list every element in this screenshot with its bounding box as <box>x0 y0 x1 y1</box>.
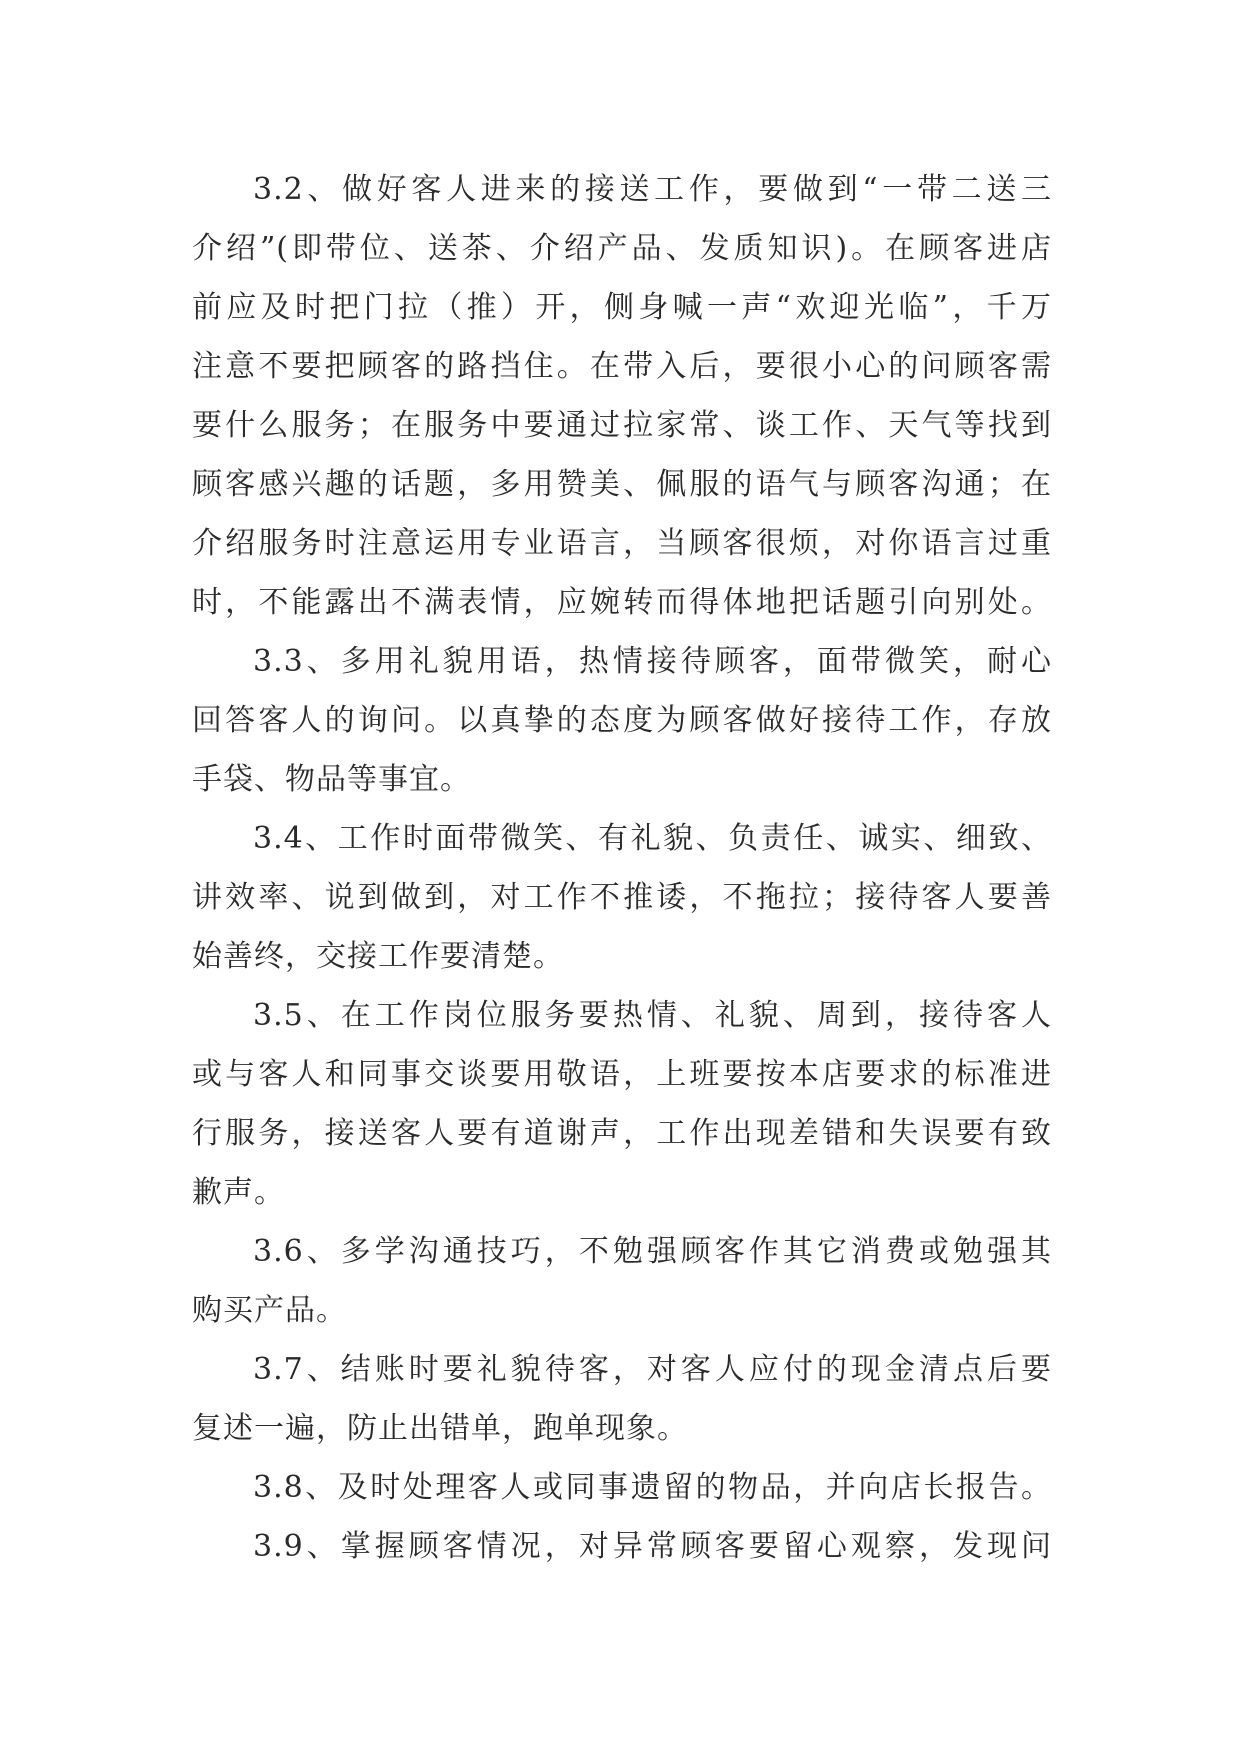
text-line: 前应及时把门拉（推）开，侧身喊一声“欢迎光临”，千万 <box>192 290 1052 325</box>
text-line: 介绍”(即带位、送茶、介绍产品、发质知识)。在顾客进店 <box>192 231 1052 266</box>
text-line: 歉声。 <box>192 1175 285 1210</box>
text-line: 或与客人和同事交谈要用敬语，上班要按本店要求的标准进 <box>192 1057 1052 1092</box>
text-line: 要什么服务；在服务中要通过拉家常、谈工作、天气等找到 <box>192 408 1052 443</box>
text-line: 3.2、做好客人进来的接送工作，要做到“一带二送三 <box>253 172 1052 207</box>
text-line: 顾客感兴趣的话题，多用赞美、佩服的语气与顾客沟通；在 <box>192 467 1052 502</box>
text-line: 行服务，接送客人要有道谢声，工作出现差错和失误要有致 <box>192 1116 1052 1151</box>
text-line: 回答客人的询问。以真挚的态度为顾客做好接待工作，存放 <box>192 703 1052 738</box>
text-line: 注意不要把顾客的路挡住。在带入后，要很小心的问顾客需 <box>192 349 1052 384</box>
text-line: 3.8、及时处理客人或同事遗留的物品，并向店长报告。 <box>253 1470 1052 1505</box>
text-line: 复述一遍，防止出错单，跑单现象。 <box>192 1411 688 1446</box>
document-body <box>192 160 1052 1576</box>
text-line: 手袋、物品等事宜。 <box>192 762 471 797</box>
text-line: 讲效率、说到做到，对工作不推诿，不拖拉；接待客人要善 <box>192 880 1052 915</box>
text-line: 购买产品。 <box>192 1293 347 1328</box>
text-line: 3.3、多用礼貌用语，热情接待顾客，面带微笑，耐心 <box>253 644 1052 679</box>
text-line: 时，不能露出不满表情，应婉转而得体地把话题引向别处。 <box>192 585 1052 620</box>
text-line: 3.4、工作时面带微笑、有礼貌、负责任、诚实、细致、 <box>253 821 1052 856</box>
text-line: 介绍服务时注意运用专业语言，当顾客很烦，对你语言过重 <box>192 526 1052 561</box>
text-line: 3.9、掌握顾客情况，对异常顾客要留心观察，发现问 <box>253 1529 1052 1564</box>
text-line: 3.7、结账时要礼貌待客，对客人应付的现金清点后要 <box>253 1352 1052 1387</box>
text-line: 3.6、多学沟通技巧，不勉强顾客作其它消费或勉强其 <box>253 1234 1052 1269</box>
text-line: 始善终，交接工作要清楚。 <box>192 939 564 974</box>
text-line: 3.5、在工作岗位服务要热情、礼貌、周到，接待客人 <box>253 998 1052 1033</box>
